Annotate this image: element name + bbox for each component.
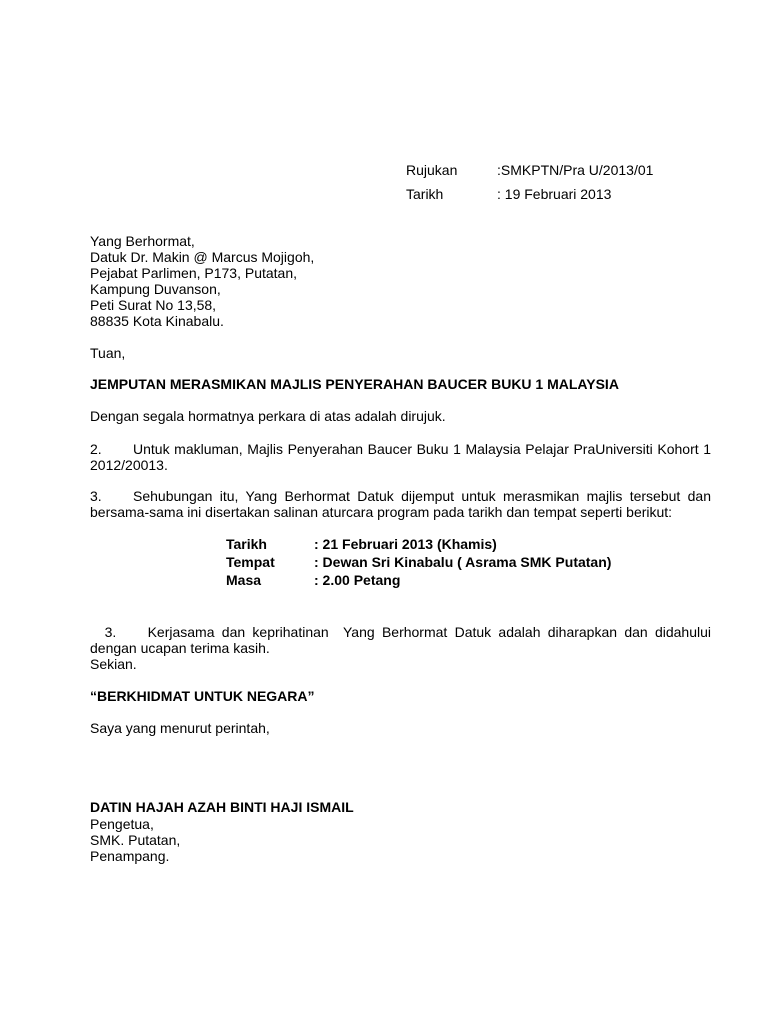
signatory-place: Penampang.	[90, 848, 170, 864]
event-tempat-value: : Dewan Sri Kinabalu ( Asrama SMK Putatan)	[314, 554, 612, 570]
recipient-line: Datuk Dr. Makin @ Marcus Mojigoh,	[90, 249, 315, 265]
paragraph-intro: Dengan segala hormatnya perkara di atas adalah dirujuk.	[90, 408, 446, 424]
salutation: Tuan,	[90, 345, 126, 361]
closing-motto: “BERKHIDMAT UNTUK NEGARA”	[90, 688, 315, 704]
event-tarikh-value: : 21 Februari 2013 (Khamis)	[314, 536, 497, 552]
reference-rujukan-label: Rujukan	[406, 162, 458, 178]
paragraph-3	[90, 488, 711, 520]
paragraph-number: 3.	[90, 488, 102, 504]
paragraph-2	[90, 441, 711, 473]
paragraph-text: Kerjasama dan keprihatinan Yang Berhormat Datuk adalah diharapkan dan didahului dengan ucapan terima kasih.	[90, 624, 715, 656]
recipient-line: Peti Surat No 13,58,	[90, 297, 217, 313]
reference-tarikh-label: Tarikh	[406, 186, 444, 202]
closing-saya: Saya yang menurut perintah,	[90, 720, 270, 736]
signatory-school: SMK. Putatan,	[90, 832, 181, 848]
reference-tarikh-value: : 19 Februari 2013	[497, 186, 612, 202]
recipient-line: Pejabat Parlimen, P173, Putatan,	[90, 265, 298, 281]
event-masa-label: Masa	[226, 572, 262, 588]
paragraph-text: Sehubungan itu, Yang Berhormat Datuk dijemput untuk merasmikan majlis tersebut dan bersama-sama ini disertakan salinan aturcara program pada tarikh dan tempat seperti berikut:	[90, 488, 711, 520]
event-tarikh-label: Tarikh	[226, 536, 267, 552]
recipient-line: Kampung Duvanson,	[90, 281, 221, 297]
paragraph-number: 2.	[90, 441, 102, 457]
signatory-name: DATIN HAJAH AZAH BINTI HAJI ISMAIL	[90, 799, 354, 815]
paragraph-number: 3.	[104, 624, 117, 640]
recipient-line: 88835 Kota Kinabalu.	[90, 313, 224, 329]
letter-subject: JEMPUTAN MERASMIKAN MAJLIS PENYERAHAN BAUCER BUKU 1 MALAYSIA	[90, 376, 619, 392]
paragraph-4	[90, 608, 715, 656]
closing-sekian: Sekian.	[90, 656, 137, 672]
signatory-title: Pengetua,	[90, 816, 154, 832]
recipient-line: Yang Berhormat,	[90, 233, 195, 249]
event-tempat-label: Tempat	[226, 554, 275, 570]
event-masa-value: : 2.00 Petang	[314, 572, 401, 588]
paragraph-text: Untuk makluman, Majlis Penyerahan Baucer Buku 1 Malaysia Pelajar PraUniversiti Kohort 1 2012/20013.	[90, 441, 711, 473]
reference-rujukan-value: :SMKPTN/Pra U/2013/01	[497, 162, 654, 178]
